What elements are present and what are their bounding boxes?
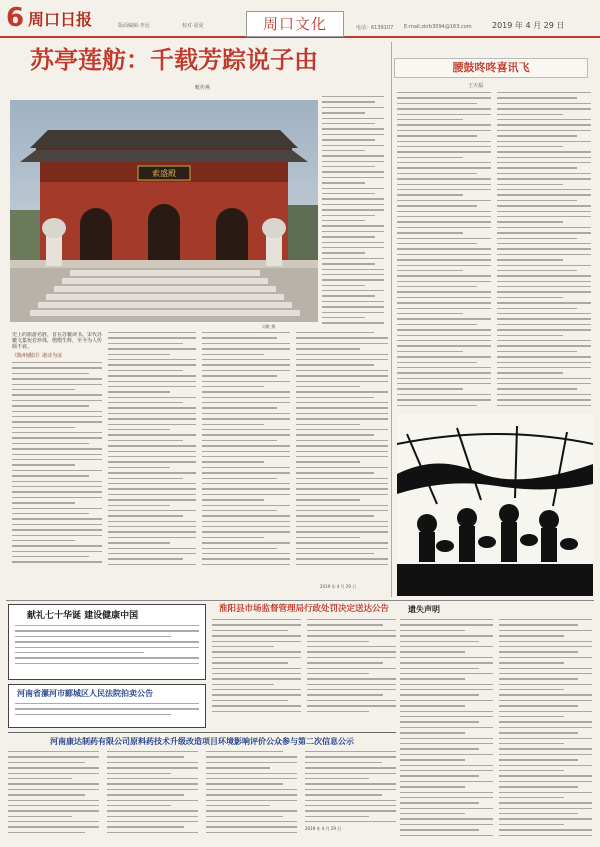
page-number: 6 <box>6 3 25 33</box>
email-meta: E-mail:zkrb3094@163.com <box>404 24 472 30</box>
side-article-author: 王天福 <box>468 83 484 89</box>
ad-penalty-box <box>212 604 396 728</box>
plaque-text: 索盛殿 <box>152 169 176 178</box>
ad-health-box <box>8 604 206 680</box>
ad-lost-title: 遗失声明 <box>408 605 440 614</box>
lead-paragraph: 史上的旅游名胜，首在苏辙读书。宋代苏辙文集宛若珍珠，熠熠生辉，至今为人传颂不衰。 <box>12 332 102 350</box>
woodcut-illustration <box>397 414 593 596</box>
ad-env-box <box>8 732 396 842</box>
article-col-4 <box>296 332 388 582</box>
issue-date: 2019 年 4 月 29 日 <box>492 21 565 30</box>
paper-name: 周口日报 <box>28 10 93 29</box>
proof-meta: 校对·夏夏 <box>182 23 204 29</box>
editor-meta: 版面编辑·李冠 <box>118 23 150 29</box>
article-col-1 <box>12 332 102 582</box>
side-col-1 <box>397 92 491 410</box>
ad-penalty-title: 淮阳县市场监督管理局行政处罚决定送达公告 <box>218 604 389 614</box>
ad-env-date: 2019 年 4 月 29 日 <box>305 826 342 832</box>
photo-credit: 吴毗 摄 <box>262 324 276 329</box>
ad-court-box <box>8 684 206 728</box>
ad-env-title: 河南康达制药有限公司原料药技术升级改造项目环境影响评价公众参与第二次信息公示 <box>50 737 354 746</box>
ads-divider <box>6 600 594 601</box>
side-article-title: 腰鼓咚咚喜讯飞 <box>394 58 588 78</box>
article-col-3 <box>202 332 290 582</box>
verse-column-top <box>322 96 384 326</box>
article-col-2 <box>108 332 196 582</box>
article-date: 2019 年 4 月 29 日 <box>320 584 357 589</box>
temple-photo <box>10 100 318 322</box>
column-divider <box>391 42 392 597</box>
side-col-2 <box>497 92 591 410</box>
byline: 毗传燕 <box>195 85 211 91</box>
section-title: 周口文化 <box>246 11 344 37</box>
main-headline: 苏亭莲舫：千载芳踪说子由 <box>30 45 318 74</box>
ad-court-title: 河南省漯河市郾城区人民法院拍卖公告 <box>17 689 153 698</box>
ad-health-title: 献礼七十华诞 建设健康中国 <box>27 611 139 621</box>
contact-meta: 电话：6139107 <box>356 25 394 31</box>
ad-lost-notices <box>400 604 592 834</box>
chapter-heading: 《陈州感旧》诸诗为证 <box>12 353 63 359</box>
